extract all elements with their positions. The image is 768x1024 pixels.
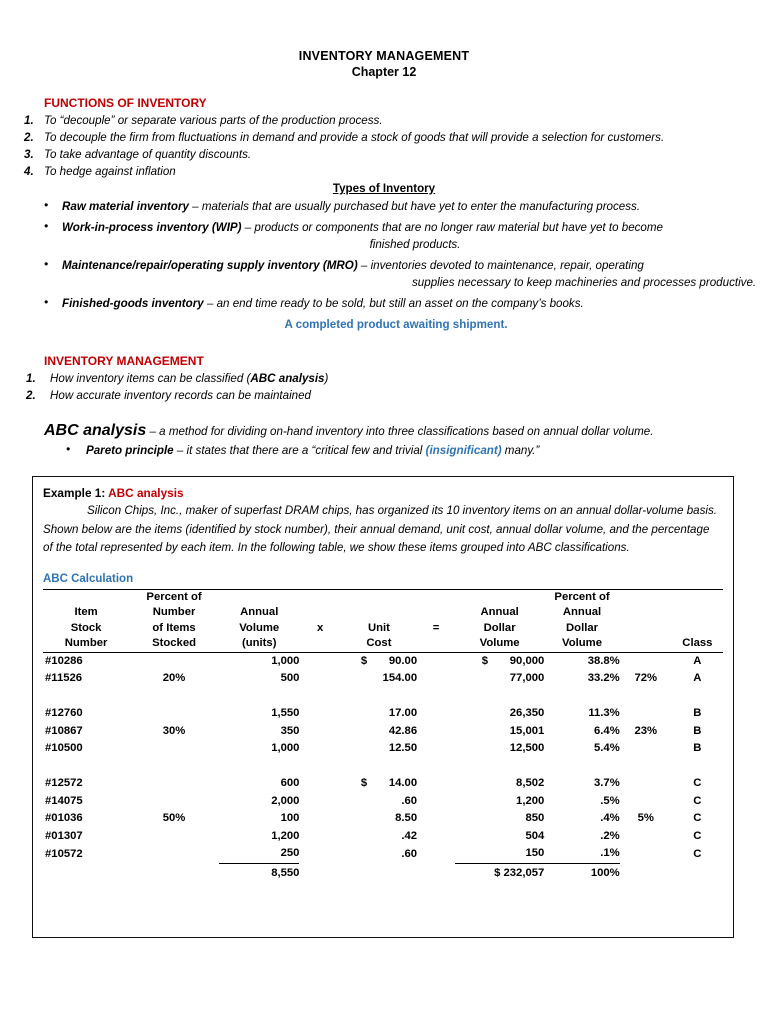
table-spacer-row [43, 758, 723, 776]
pareto-list [0, 442, 768, 459]
bullet-icon: • [44, 257, 49, 271]
cell-equals-operator [417, 775, 455, 793]
cell-annual-dollar-volume: 12,500 [509, 742, 545, 754]
cell-class: C [693, 777, 702, 789]
cell-percent-group [620, 775, 672, 793]
cell-x-operator [299, 775, 340, 793]
cell-annual-volume: 2,000 [271, 794, 300, 807]
cell-annual-dollar-volume: $ 90,000 [455, 652, 544, 670]
cell-x-operator [299, 845, 340, 863]
list-item [0, 442, 768, 459]
functions-heading: FUNCTIONS OF INVENTORY [44, 96, 207, 110]
col-item-l1: Item [74, 606, 98, 618]
cell-percent-items-stocked [129, 740, 219, 758]
cell-annual-dollar-volume: 77,000 [509, 672, 545, 684]
table-row [43, 775, 723, 793]
col-x-l0 [299, 589, 340, 605]
col-eq-l0 [417, 589, 455, 605]
col-class-l1 [672, 605, 723, 621]
cell-class: C [693, 812, 702, 824]
dash: – [357, 259, 371, 272]
dollar-sign: $ [360, 777, 368, 789]
bullet-icon: • [44, 219, 49, 233]
cell-unit-cost: .42 [401, 829, 418, 842]
abc-analysis-term: ABC analysis [250, 372, 325, 385]
term-label: Maintenance/repair/operating supply inventory (MRO) [62, 259, 358, 272]
col-unit-l3: Cost [341, 636, 417, 652]
col-class-l2 [672, 621, 723, 637]
table-row [43, 723, 723, 741]
pareto-text-post: many.” [501, 444, 540, 457]
cell-annual-volume: 1,000 [271, 654, 300, 667]
cell-percent-annual-dollar-volume: 38.8% [587, 654, 620, 667]
cell-percent-group [620, 828, 672, 846]
list-number: 2. [24, 131, 34, 144]
list-text: To take advantage of quantity discounts. [44, 148, 252, 161]
definition-continuation: supplies necessary to keep machineries and processes productive. [412, 276, 757, 289]
bullet-icon: • [44, 295, 49, 309]
bullet-icon: • [66, 442, 71, 456]
list-number: 2. [26, 389, 36, 402]
table-row [43, 740, 723, 758]
list-item [0, 163, 768, 180]
completed-product-note: A completed product awaiting shipment. [284, 318, 508, 331]
cell-equals-operator [417, 740, 455, 758]
cell-annual-dollar-volume: 15,001 [509, 724, 545, 737]
total-blank-eq [417, 863, 455, 882]
cell-equals-operator [417, 652, 455, 670]
definition-text: inventories devoted to maintenance, repair, operating [370, 259, 644, 272]
dollar-sign: $ [360, 654, 368, 667]
col-annvol-l3: (units) [219, 636, 300, 652]
dash: – [188, 200, 202, 213]
cell-percent-annual-dollar-volume: .2% [600, 829, 620, 842]
definition-continuation: finished products. [369, 238, 461, 251]
table-header-row [43, 636, 723, 652]
cell-percent-annual-dollar-volume: 3.7% [593, 777, 620, 789]
col-pctgrp-l2 [620, 621, 672, 637]
cell-class: A [693, 672, 702, 684]
cell-percent-items-stocked [129, 652, 219, 670]
example-label: Example 1: [43, 486, 106, 500]
cell-percent-items-stocked [129, 775, 219, 793]
col-x-l2: x [316, 621, 324, 634]
term-label: Finished-goods inventory [62, 297, 204, 310]
cell-percent-items-stocked [129, 705, 219, 723]
list-item [0, 295, 768, 312]
cell-class: C [693, 847, 702, 860]
col-pctdollar-l2: Dollar [566, 621, 599, 634]
cell-item-stock-number: #11526 [45, 672, 83, 684]
cell-equals-operator [417, 793, 455, 811]
cell-unit-cost: 12.50 [388, 742, 418, 754]
col-eq-l2: = [432, 621, 440, 634]
dash: – [203, 297, 217, 310]
example-title [43, 485, 721, 501]
abc-calculation-heading: ABC Calculation [43, 572, 134, 585]
cell-annual-volume: 350 [280, 724, 300, 737]
types-of-inventory-label: Types of Inventory [332, 182, 436, 195]
col-dollar-l3: Volume [455, 636, 544, 652]
cell-annual-dollar-volume: 504 [525, 829, 545, 842]
cell-annual-dollar-volume: 8,502 [516, 777, 545, 789]
cell-unit-cost: 17.00 [388, 707, 418, 719]
cell-class: B [693, 707, 702, 719]
cell-x-operator [299, 810, 340, 828]
total-percent-annual-dollar-volume: 100% [590, 866, 620, 879]
list-number: 1. [26, 372, 36, 385]
example-paragraph-text: Silicon Chips, Inc., maker of superfast DRAM chips, has organized its 10 inventory items on an annual dollar-volume basis. Shown below are the items (identified by stock number), their annual demand, unit cost, annual dollar volume, and the percentage of the total represented by each item. In the following table, we show these items grouped into ABC classifications. [43, 504, 718, 554]
total-blank-pctitems [129, 863, 219, 882]
cell-percent-annual-dollar-volume: 6.4% [593, 724, 620, 737]
term-label: Raw material inventory [62, 200, 189, 213]
cell-percent-items-stocked: 50% [162, 812, 186, 824]
cell-class: C [693, 794, 702, 807]
list-item [0, 129, 768, 146]
col-dollar-l0 [455, 589, 544, 605]
bullet-icon: • [44, 198, 49, 212]
col-class-l0 [672, 589, 723, 605]
cell-percent-items-stocked [129, 828, 219, 846]
col-unit-l2: Unit [367, 621, 390, 634]
total-blank-item [43, 863, 129, 882]
list-text: To hedge against inflation [44, 165, 176, 178]
cell-percent-items-stocked: 20% [162, 672, 186, 684]
list-item [0, 257, 768, 291]
cell-unit-cost: 154.00 [382, 672, 418, 684]
cell-percent-group [620, 652, 672, 670]
table-row [43, 810, 723, 828]
col-pctdollar-l3: Volume [544, 636, 619, 652]
cell-item-stock-number: #10867 [45, 724, 83, 737]
cell-item-stock-number: #12760 [45, 707, 83, 719]
cell-percent-group [620, 705, 672, 723]
col-pctdollar-l0: Percent of [544, 589, 619, 605]
cell-unit-cost: 8.50 [395, 812, 418, 824]
cell-equals-operator [417, 705, 455, 723]
cell-annual-volume: 1,200 [271, 829, 300, 842]
cell-percent-annual-dollar-volume: .1% [544, 845, 619, 863]
cell-x-operator [299, 705, 340, 723]
cell-percent-annual-dollar-volume: .4% [600, 812, 620, 824]
cell-unit-cost: 42.86 [388, 724, 418, 737]
total-blank-class [672, 863, 723, 882]
col-dollar-l2: Dollar [483, 621, 516, 634]
cell-x-operator [299, 670, 340, 688]
table-row [43, 705, 723, 723]
cell-item-stock-number: #10572 [45, 847, 83, 860]
cell-percent-items-stocked: 30% [162, 724, 186, 737]
cell-item-stock-number: #12572 [45, 777, 83, 789]
definition-text: materials that are usually purchased but have yet to enter the manufacturing process. [201, 200, 641, 213]
cell-percent-group [620, 740, 672, 758]
cell-unit-cost: $ 14.00 [341, 775, 417, 793]
col-pctgrp-l3 [620, 636, 672, 652]
total-annual-dollar-volume: $ 232,057 [494, 866, 545, 879]
cell-percent-group: 23% [634, 724, 658, 737]
abc-analysis-text: – a method for dividing on-hand inventory into three classifications based on annual dollar volume. [146, 425, 654, 438]
cell-x-operator [299, 652, 340, 670]
cell-unit-cost: $ 90.00 [341, 652, 417, 670]
page-title: INVENTORY MANAGEMENT [298, 49, 470, 63]
col-class-l3: Class [672, 636, 723, 652]
cell-equals-operator [417, 845, 455, 863]
cell-equals-operator [417, 828, 455, 846]
col-annvol-l0 [219, 589, 300, 605]
total-blank-unit [341, 863, 417, 882]
total-blank-x [299, 863, 340, 882]
pareto-text-pre: – it states that there are a “critical few and trivial [173, 444, 426, 457]
col-pctitems-l1: Number [152, 606, 196, 618]
cell-class: A [693, 654, 702, 667]
table-row [43, 670, 723, 688]
col-pctitems-l2: of Items [152, 621, 196, 634]
cell-item-stock-number: #01036 [45, 812, 83, 824]
col-unit-l1 [341, 605, 417, 621]
cell-percent-group [620, 793, 672, 811]
types-of-inventory-list [0, 198, 768, 312]
cell-unit-cost: .60 [401, 847, 418, 860]
cell-class: B [693, 742, 702, 754]
cell-unit-cost: .60 [401, 794, 418, 807]
example-paragraph [43, 502, 721, 558]
dollar-sign: $ [481, 654, 489, 667]
list-number: 4. [24, 165, 34, 178]
cell-percent-group: 72% [634, 672, 658, 684]
cell-percent-annual-dollar-volume: .5% [600, 794, 620, 807]
list-text: To “decouple” or separate various parts of the production process. [44, 114, 383, 127]
list-text: How inventory items can be classified ( [50, 372, 251, 385]
cell-annual-volume: 600 [280, 777, 300, 789]
term-label: Work-in-process inventory (WIP) [62, 221, 242, 234]
col-unit-l0 [341, 589, 417, 605]
cell-equals-operator [417, 723, 455, 741]
table-header [43, 589, 723, 652]
col-item-l2: Stock [70, 621, 102, 634]
insignificant-highlight: (insignificant) [425, 444, 502, 457]
types-of-inventory-heading [0, 180, 768, 198]
cell-item-stock-number: #01307 [45, 829, 83, 842]
list-item [0, 219, 768, 253]
col-x-l3 [299, 636, 340, 652]
cell-annual-volume: 500 [280, 672, 300, 684]
example-box [32, 476, 734, 938]
cell-percent-items-stocked [129, 845, 219, 863]
col-eq-l1 [417, 605, 455, 621]
col-item-l3: Number [43, 636, 129, 652]
cell-x-operator [299, 740, 340, 758]
cell-class: B [693, 724, 702, 737]
abc-analysis-label: ABC analysis [44, 422, 147, 439]
inventory-management-list [0, 370, 768, 404]
col-pctdollar-l1: Annual [562, 606, 602, 618]
table-header-row [43, 621, 723, 637]
definition-text: products or components that are no longer raw material but have yet to become [254, 221, 663, 234]
table-row [43, 828, 723, 846]
list-item [0, 387, 768, 404]
col-item-l0 [43, 589, 129, 605]
total-blank-pctgrp [620, 863, 672, 882]
table-header-row [43, 589, 723, 605]
table-total-row [43, 863, 723, 882]
col-pctitems-l3: Stocked [129, 636, 219, 652]
cell-item-stock-number: #10286 [45, 654, 83, 667]
cell-annual-volume: 250 [219, 845, 300, 863]
example-topic: ABC analysis [108, 486, 184, 500]
list-text-post: ) [324, 372, 329, 385]
col-eq-l3 [417, 636, 455, 652]
dash: – [241, 221, 255, 234]
cell-percent-group [620, 845, 672, 863]
cell-equals-operator [417, 810, 455, 828]
col-pctitems-l0: Percent of [129, 589, 219, 605]
cell-equals-operator [417, 670, 455, 688]
cell-annual-volume: 1,550 [271, 707, 300, 719]
col-x-l1 [299, 605, 340, 621]
cell-class: C [693, 829, 702, 842]
inventory-management-heading: INVENTORY MANAGEMENT [44, 354, 204, 368]
functions-list [0, 112, 768, 180]
total-annual-volume: 8,550 [271, 866, 300, 879]
cell-percent-items-stocked [129, 793, 219, 811]
cell-annual-dollar-volume: 26,350 [509, 707, 545, 719]
table-header-row [43, 605, 723, 621]
table-row [43, 652, 723, 670]
col-pctgrp-l1 [620, 605, 672, 621]
page-subtitle: Chapter 12 [351, 65, 417, 79]
cell-item-stock-number: #14075 [45, 794, 83, 807]
list-text: How accurate inventory records can be maintained [50, 389, 311, 402]
cell-x-operator [299, 793, 340, 811]
cell-annual-volume: 1,000 [271, 742, 300, 754]
list-item [0, 370, 768, 387]
col-annvol-l1: Annual [240, 606, 279, 618]
pareto-principle-label: Pareto principle [86, 444, 174, 457]
list-item [0, 146, 768, 163]
list-text: To decouple the firm from fluctuations in demand and provide a stock of goods that will provide a selection for customers. [44, 131, 665, 144]
abc-calculation-table [43, 589, 723, 883]
table-spacer-row [43, 688, 723, 706]
cell-percent-annual-dollar-volume: 33.2% [587, 672, 620, 684]
col-annvol-l2: Volume [239, 621, 280, 634]
cell-annual-dollar-volume: 150 [455, 845, 544, 863]
list-number: 3. [24, 148, 34, 161]
cell-percent-group: 5% [637, 812, 654, 824]
col-dollar-l1: Annual [480, 606, 519, 618]
cell-annual-volume: 100 [280, 812, 300, 824]
list-number: 1. [24, 114, 34, 127]
definition-text: an end time ready to be sold, but still an asset on the company’s books. [216, 297, 584, 310]
col-pctgrp-l0 [620, 589, 672, 605]
cell-percent-annual-dollar-volume: 11.3% [588, 707, 620, 719]
cell-annual-dollar-volume: 1,200 [516, 794, 545, 807]
cell-annual-dollar-volume: 850 [525, 812, 545, 824]
cell-x-operator [299, 828, 340, 846]
cell-percent-annual-dollar-volume: 5.4% [593, 742, 620, 754]
abc-analysis-definition [0, 422, 768, 440]
table-row [43, 793, 723, 811]
list-item [0, 112, 768, 129]
cell-x-operator [299, 723, 340, 741]
list-item [0, 198, 768, 215]
table-body [43, 652, 723, 882]
cell-item-stock-number: #10500 [45, 742, 83, 754]
table-row [43, 845, 723, 863]
